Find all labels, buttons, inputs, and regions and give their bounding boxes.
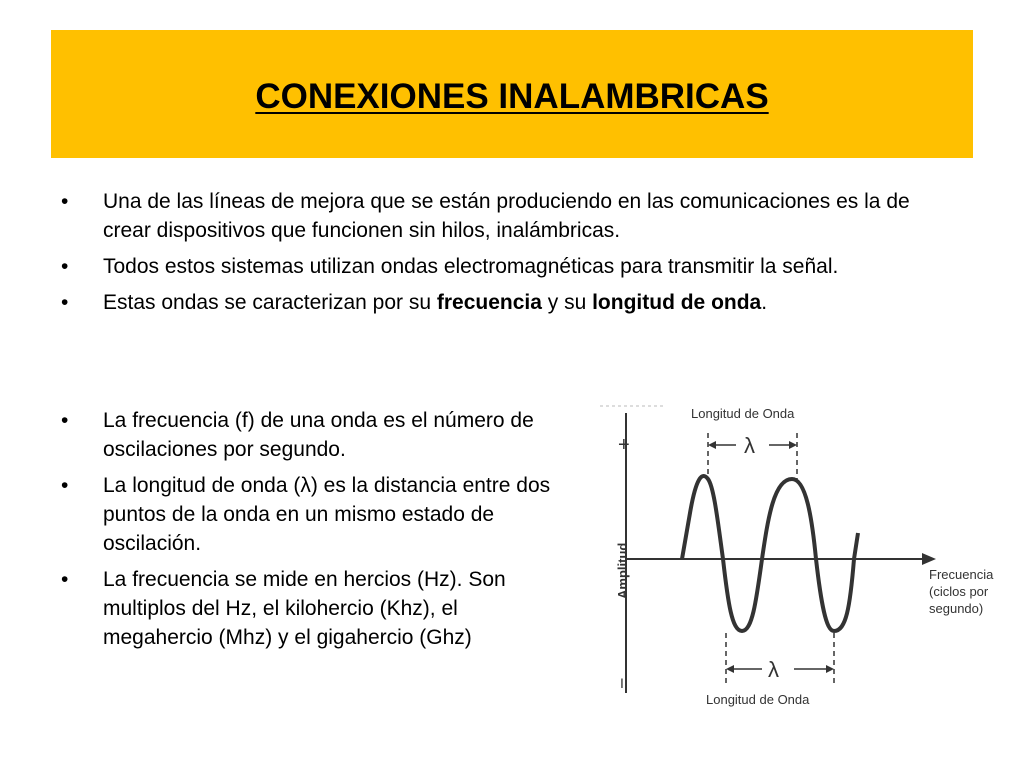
bullet-text: Todos estos sistemas utilizan ondas electromagnéticas para transmitir la señal. [103,255,839,278]
wave-diagram [596,393,1016,713]
left-bullet-item [55,406,555,464]
top-bullet-list [55,187,955,324]
bullet-text: La longitud de onda (λ) es la distancia entre dos puntos de la onda en un mismo estado de oscilación. [103,474,551,555]
top-bullet-item [55,252,955,281]
minus-sign: I [620,675,624,691]
top-wavelength-label: Longitud de Onda [691,406,795,421]
left-bullet-item [55,471,555,558]
wave-curve [682,476,858,631]
top-arrowhead-left-icon [708,441,716,449]
plus-sign: + [618,434,630,456]
bullet-text: y su [541,291,593,314]
axis-arrow-icon [922,553,936,565]
bottom-lambda: λ [768,657,779,682]
bullet-dot: • [61,190,69,213]
bullet-dot: • [61,568,69,591]
left-bullet-list [55,406,555,659]
bottom-arrowhead-right-icon [826,665,834,673]
frequency-label-line-2: (ciclos por [929,584,989,599]
frequency-label-line-1: Frecuencia [929,567,994,582]
bullet-dot: • [61,409,69,432]
bottom-wavelength-label: Longitud de Onda [706,692,810,707]
bullet-dot: • [61,291,69,314]
bullet-text: La frecuencia se mide en hercios (Hz). Son multiplos del Hz, el kilohercio (Khz), el megahercio (Mhz) y el gigahercio (Ghz) [103,568,506,649]
bottom-arrowhead-left-icon [726,665,734,673]
amplitude-label: Amplitud [615,542,630,599]
frequency-label [929,567,997,616]
bullet-text: . [761,291,768,314]
bullet-dot: • [61,255,69,278]
frequency-label-line-3: segundo) [929,601,984,616]
top-arrowhead-right-icon [789,441,797,449]
bullet-text: La frecuencia (f) de una onda es el número de oscilaciones por segundo. [103,409,534,461]
bullet-text: Una de las líneas de mejora que se están produciendo en las comunicaciones es la de crear dispositivos que funcionen sin hilos, inalámbricas. [103,190,910,242]
bullet-dot: • [61,474,69,497]
top-lambda: λ [744,433,755,458]
top-bullet-item [55,288,955,317]
bold-term: frecuencia [436,291,542,314]
bullet-text: Estas ondas se caracterizan por su [103,291,437,314]
title-band [51,30,973,158]
top-bullet-item [55,187,955,245]
slide-title: CONEXIONES INALAMBRICAS [255,77,769,116]
left-bullet-item [55,565,555,652]
bold-term: longitud de onda [592,291,762,314]
